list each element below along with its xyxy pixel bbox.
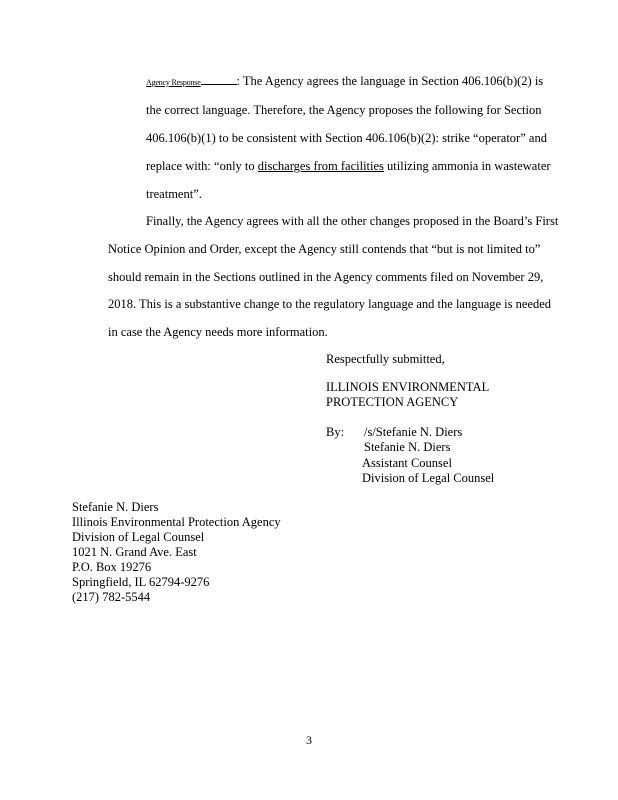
signer-name: Stefanie N. Diers	[364, 440, 451, 454]
electronic-signature: /s/Stefanie N. Diers	[364, 425, 463, 439]
address-line: P.O. Box 19276	[72, 560, 152, 574]
agency-response-label: Agency Response	[146, 78, 201, 87]
by-label: By:	[326, 425, 345, 439]
p2-line4: 2018. This is a substantive change to the regulatory language and the language is needed	[108, 297, 552, 311]
p2-line3: should remain in the Sections outlined in the Agency comments filed on November 29,	[108, 270, 544, 284]
address-line: Division of Legal Counsel	[72, 530, 205, 544]
p2-line1: Finally, the Agency agrees with all the other changes proposed in the Board’s First	[146, 214, 559, 228]
p2-line5: in case the Agency needs more information.	[108, 325, 328, 339]
address-line: 1021 N. Grand Ave. East	[72, 545, 197, 559]
p1-line3: 406.106(b)(1) to be consistent with Section 406.106(b)(2): strike “operator” and	[146, 131, 547, 145]
label-underline	[201, 75, 237, 85]
page-number: 3	[306, 733, 312, 747]
address-line: Springfield, IL 62794-9276	[72, 575, 210, 589]
p1-line4-b: utilizing ammonia in wastewater	[383, 159, 551, 173]
address-line: Illinois Environmental Protection Agency	[72, 515, 281, 529]
org-line1: ILLINOIS ENVIRONMENTAL	[326, 380, 490, 394]
p1-line4-underlined: discharges from facilities	[257, 159, 384, 173]
signer-division: Division of Legal Counsel	[362, 471, 495, 485]
agency-response-line	[146, 74, 543, 90]
org-line2: PROTECTION AGENCY	[326, 395, 459, 409]
p1-line1: : The Agency agrees the language in Section 406.106(b)(2) is	[236, 74, 544, 88]
p1-line4	[146, 159, 551, 173]
p2-line2: Notice Opinion and Order, except the Agency still contends that “but is not limited to”	[108, 242, 541, 256]
address-line: Stefanie N. Diers	[72, 500, 159, 514]
signer-title: Assistant Counsel	[362, 456, 452, 470]
p1-line5: treatment”.	[146, 187, 202, 201]
closing: Respectfully submitted,	[326, 352, 445, 366]
p1-line4-a: replace with: “only to	[146, 159, 258, 173]
p1-line2: the correct language. Therefore, the Agency proposes the following for Section	[146, 103, 542, 117]
address-line: (217) 782-5544	[72, 590, 151, 604]
